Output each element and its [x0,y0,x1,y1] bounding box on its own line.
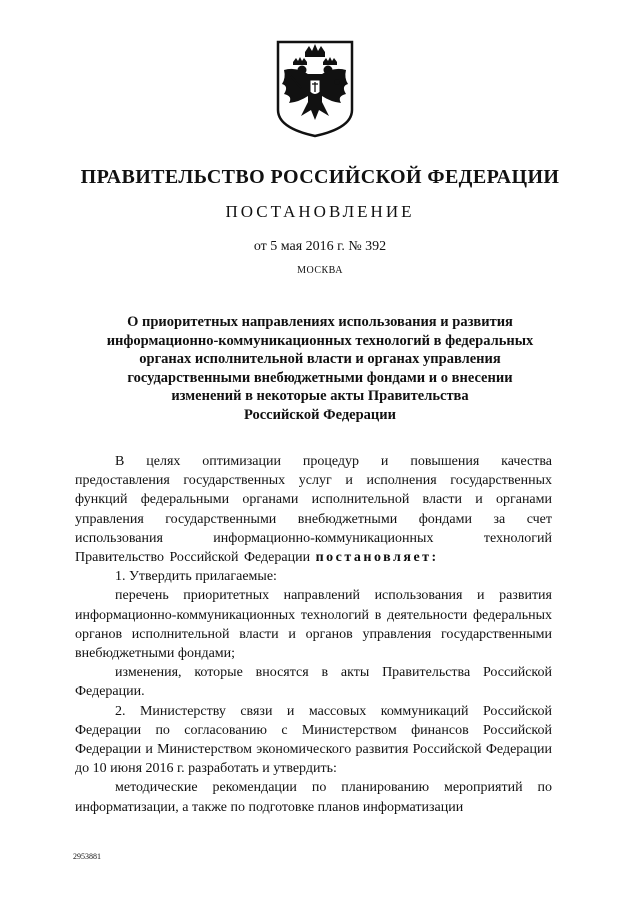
heading-line: государственными внебюджетными фондами и о внесении [127,369,513,386]
document-heading [90,313,550,424]
document-date-number: от 5 мая 2016 г. № 392 [253,239,387,254]
preamble-text: В целях оптимизации процедур и повышения качества предоставления государственных услуг и исполнения государственных функций федеральными органами исполнительной власти и органами управления государственными внебюджетными фондами за счет использования информационно-коммуникационных технологий Правительство Российской Федерации [75,454,552,566]
government-title: ПРАВИТЕЛЬСТВО РОССИЙСКОЙ ФЕДЕРАЦИИ [80,166,560,188]
resolves-word: постановляет: [315,550,439,566]
document-code: 2953881 [73,852,101,861]
heading-line: органах исполнительной власти и органах управления [139,351,501,367]
heading-line: информационно-коммуникационных технологий в федеральных [106,332,534,349]
heading-line: изменений в некоторые акты Правительства [171,388,469,404]
document-body [75,452,552,817]
document-city: МОСКВА [297,265,343,276]
item-1a-paragraph: перечень приоритетных направлений использования и развития информационно-коммуникационных технологий в деятельности федеральных органов исполнительной власти и органов управления государственными внебюджетными фондами; [75,588,552,662]
heading-line: О приоритетных направлениях использования и развития [127,314,513,330]
item-2a-paragraph: методические рекомендации по планированию мероприятий по информатизации, а также по подготовке планов информатизации [75,780,552,815]
item-2-paragraph: 2. Министерству связи и массовых коммуникаций Российской Федерации по согласованию с Министерством финансов Российской Федерации и Министерством экономического развития Российской Федерации до 10 июня 2016 г. разработать и утвердить: [75,703,552,777]
document-type: ПОСТАНОВЛЕНИЕ [225,202,415,221]
russian-coat-of-arms-icon [275,40,355,138]
preamble-paragraph [75,452,552,567]
item-1-paragraph: 1. Утвердить прилагаемые: [115,569,277,585]
item-1b-paragraph: изменения, которые вносятся в акты Правительства Российской Федерации. [75,665,552,700]
heading-line: Российской Федерации [243,406,396,423]
